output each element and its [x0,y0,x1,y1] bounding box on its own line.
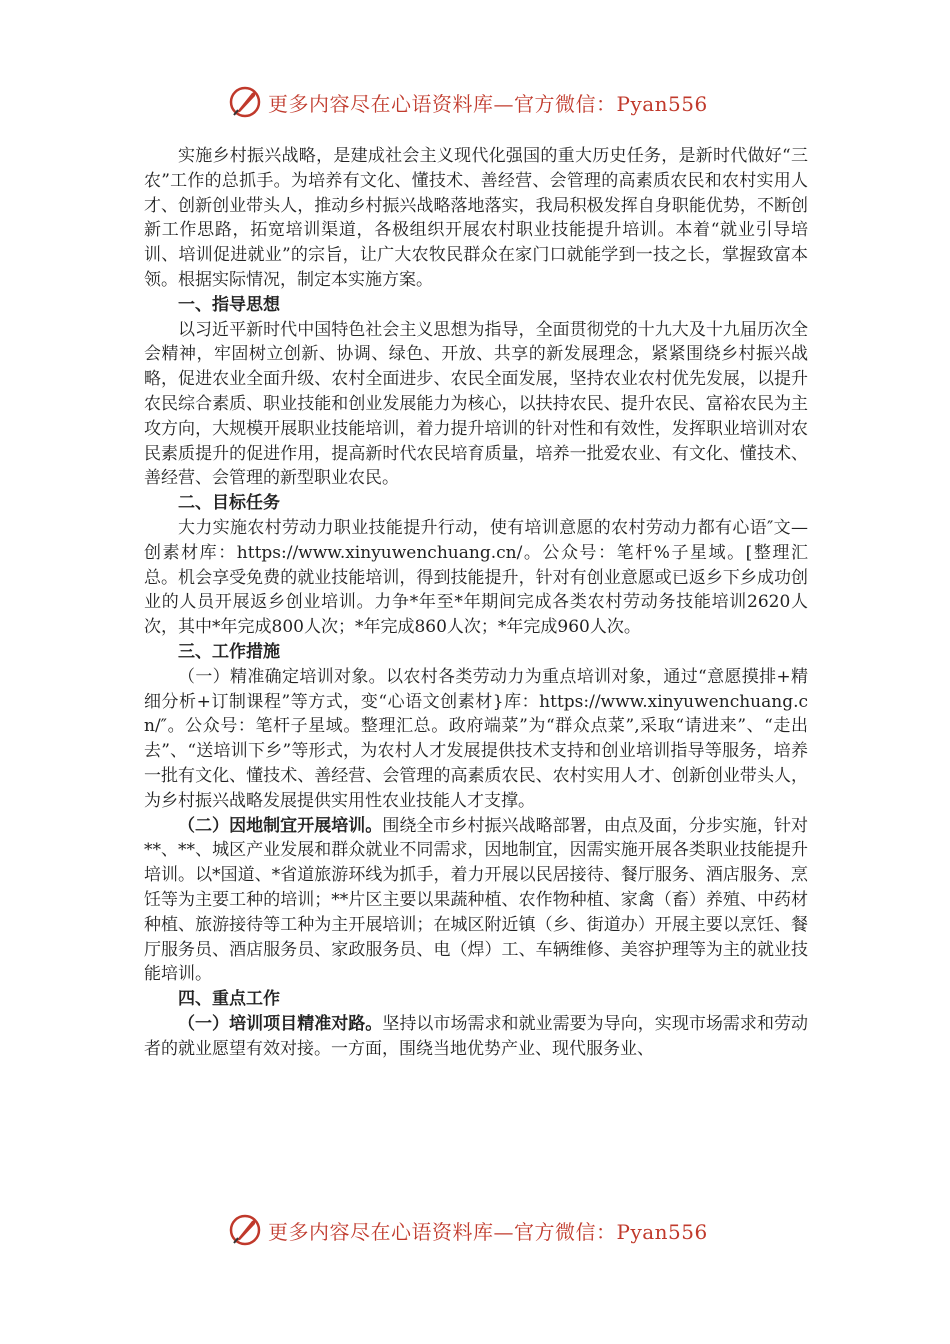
header-banner[interactable] [228,84,708,120]
key-work-paragraph [144,1012,808,1062]
intro-paragraph: 实施乡村振兴战略，是建成社会主义现代化强国的重大历史任务，是新时代做好“三农”工作的总抓手。为培养有文化、懂技术、善经营、会管理的高素质农民和农村实用人才、创新创业带头人，推动乡村振兴战略落地落实，我局积极发挥自身职能优势，不断创新工作思路，拓宽培训渠道，各极组织开展农村职业技能提升培训。本着“就业引导培训、培训促进就业”的宗旨，让广大农牧民群众在家门口就能学到一技之长，掌握致富本领。根据实际情况，制定本实施方案。 [144,146,808,290]
measures-paragraph-2 [144,814,808,988]
section-heading-measures: 三、工作措施 [178,641,280,662]
guiding-ideology-paragraph: 以习近平新时代中国特色社会主义思想为指导，全面贯彻党的十九大及十九届历次全会精神，牢固树立创新、协调、绿色、开放、共享的新发展理念，紧紧围绕乡村振兴战略，促进农业全面升级、农村全面进步、农民全面发展，坚持农业农村优先发展，以提升农民综合素质、职业技能和创业发展能力为核心，以扶持农民、提升农民、富裕农民为主攻方向，大规模开展职业技能培训，着力提升培训的针对性和有效性，发挥职业培训对农民素质提升的促进作用，提高新时代农民培育质量，培养一批爱农业、有文化、懂技术、善经营、会管理的新型职业农民。 [144,319,808,489]
document-body [144,144,808,1061]
goals-paragraph: 大力实施农村劳动力职业技能提升行动，使有培训意愿的农村劳动力都有心语″文—创素材库：https://www.xinyuwenchuang.cn/。公众号：笔杆%子星域。[整理汇总。机会享受免费的就业技能培训，得到技能提升，针对有创业意愿或已返乡下乡成功创业的人员开展返乡创业培训。力争*年至*年期间完成各类农村劳动务技能培训2620人次，其中*年完成800人次；*年完成860人次；*年完成960人次。 [144,517,808,638]
measures-paragraph-2-body: 围绕全市乡村振兴战略部署，由点及面，分步实施，针对**、**、城区产业发展和群众就业不同需求，因地制宜，因需实施开展各类职业技能提升培训。以*国道、*省道旅游环线为抓手，着力开展以民居接待、餐厅服务、酒店服务、烹饪等为主要工种的培训；**片区主要以果蔬种植、农作物种植、家禽（畜）养殖、中药材种植、旅游接待等工种为主开展培训；在城区附近镇（乡、街道办）开展主要以烹饪、餐厅服务员、酒店服务员、家政服务员、电（焊）工、车辆维修、美容护理等为主的就业技能培训。 [144,815,809,985]
wechat-id: Pyan556 [616,1219,708,1244]
measures-paragraph-2-lead: （二）因地制宜开展培训。 [178,815,383,836]
measures-paragraph-1: （一）精准确定培训对象。以农村各类劳动力为重点培训对象，通过“意愿摸排+精细分析+订制课程”等方式，变“心语文创素材}库：https://www.xinyuwenchuang.cn/″。公众号：笔杆子星域。整理汇总。政府端菜”为“群众点菜”,采取“请进来”、“走出去”、“送培训下乡”等形式，为农村人才发展提供技术支持和创业培训指导等服务，培养一批有文化、懂技术、善经营、会管理的高素质农民、农村实用人才、创新创业带头人，为乡村振兴战略发展提供实用性农业技能人才支撑。 [144,666,808,811]
banner-text: 更多内容尽在心语资料库—官方微信：Pyan556 [268,1219,708,1244]
section-heading-goals: 二、目标任务 [178,493,280,514]
banner-text: 更多内容尽在心语资料库—官方微信：Pyan556 [268,91,708,116]
wechat-id: Pyan556 [616,91,708,116]
footer-banner[interactable] [228,1212,708,1248]
key-work-paragraph-lead: （一）培训项目精准对路。 [178,1013,383,1034]
quill-logo-icon [228,1213,262,1247]
quill-logo-icon [228,85,262,119]
section-heading-key-work: 四、重点工作 [178,989,280,1010]
key-work-paragraph-body: 坚持以市场需求和就业需要为导向，实现市场需求和劳动者的就业愿望有效对接。一方面，围绕当地优势产业、现代服务业、 [144,1013,809,1059]
section-heading-guiding-ideology: 一、指导思想 [178,294,280,315]
